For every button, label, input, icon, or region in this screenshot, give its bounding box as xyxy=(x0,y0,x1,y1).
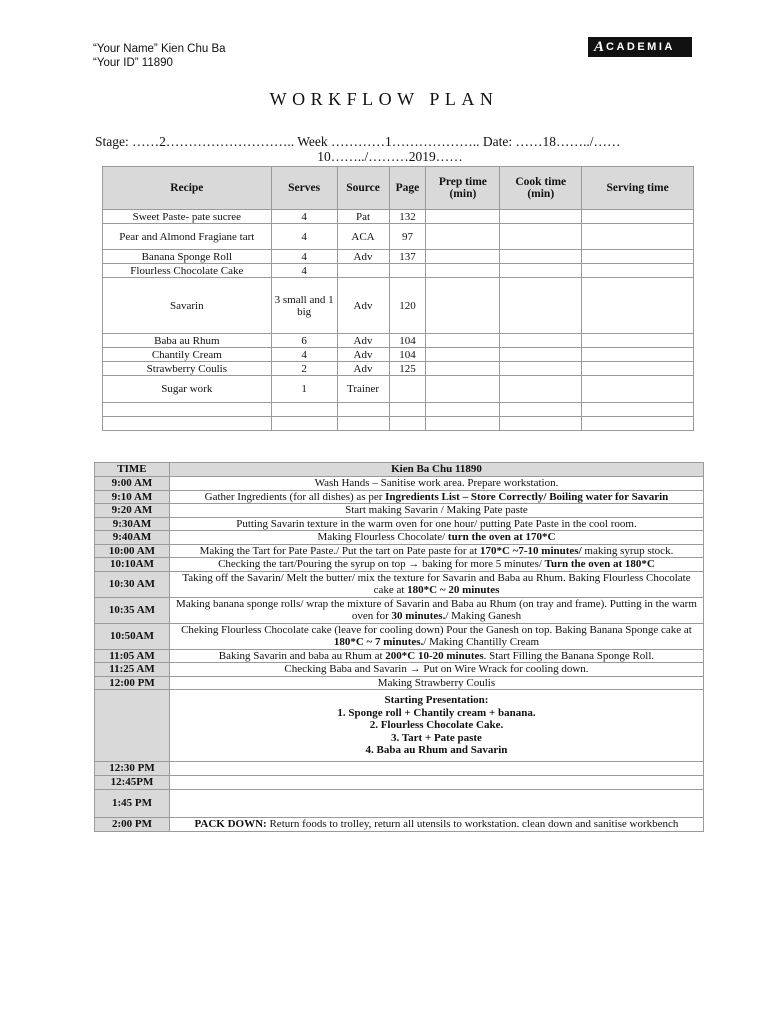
recipe-cell-prep xyxy=(426,376,500,403)
timeline-task xyxy=(169,776,703,790)
recipe-cell-page: 125 xyxy=(389,362,426,376)
recipe-row xyxy=(103,250,694,264)
timeline-header-row xyxy=(95,463,704,477)
recipe-row xyxy=(103,348,694,362)
student-id: “Your ID” 11890 xyxy=(93,57,173,69)
recipe-cell-cook xyxy=(500,250,582,264)
timeline-time: 9:40AM xyxy=(95,531,170,545)
recipe-row xyxy=(103,224,694,250)
recipe-cell-page: 104 xyxy=(389,334,426,348)
header-cook-time: Cook time (min) xyxy=(500,167,582,210)
recipe-cell-page: 137 xyxy=(389,250,426,264)
recipe-cell-cook xyxy=(500,224,582,250)
recipe-cell-source: Adv xyxy=(337,348,389,362)
recipe-cell-serving xyxy=(582,278,694,334)
recipe-cell-recipe: Sweet Paste- pate sucree xyxy=(103,210,272,224)
recipe-cell-serves: 2 xyxy=(271,362,337,376)
recipe-cell-serving xyxy=(582,417,694,431)
timeline-row xyxy=(95,517,704,531)
timeline-row xyxy=(95,597,704,623)
student-name: “Your Name” Kien Chu Ba xyxy=(93,43,226,55)
header-prep-time: Prep time (min) xyxy=(426,167,500,210)
timeline-time: 9:20 AM xyxy=(95,504,170,518)
recipe-row xyxy=(103,264,694,278)
student-info xyxy=(93,42,226,70)
recipe-cell-prep xyxy=(426,210,500,224)
recipe-cell-cook xyxy=(500,417,582,431)
recipe-cell-serving xyxy=(582,403,694,417)
recipe-row xyxy=(103,278,694,334)
recipe-row xyxy=(103,210,694,224)
recipe-cell-serving xyxy=(582,210,694,224)
academia-logo xyxy=(588,37,692,57)
recipe-cell-serves: 4 xyxy=(271,264,337,278)
recipe-cell-serves: 1 xyxy=(271,376,337,403)
recipe-cell-page xyxy=(389,417,426,431)
recipe-cell-recipe xyxy=(103,403,272,417)
timeline-task: Gather Ingredients (for all dishes) as per Ingredients List – Store Correctly/ Boiling water for Savarin xyxy=(169,490,703,504)
recipe-cell-recipe: Strawberry Coulis xyxy=(103,362,272,376)
timeline-task: Making Strawberry Coulis xyxy=(169,676,703,690)
recipe-cell-cook xyxy=(500,376,582,403)
recipe-cell-cook xyxy=(500,362,582,376)
presentation-item: 1. Sponge roll + Chantily cream + banana. xyxy=(337,706,536,719)
recipe-cell-serves xyxy=(271,403,337,417)
recipe-cell-recipe: Banana Sponge Roll xyxy=(103,250,272,264)
timeline-row xyxy=(95,477,704,491)
timeline-row xyxy=(95,676,704,690)
recipe-cell-prep xyxy=(426,348,500,362)
header-source: Source xyxy=(337,167,389,210)
recipe-cell-serving xyxy=(582,250,694,264)
timeline-row xyxy=(95,762,704,776)
recipe-cell-source: Adv xyxy=(337,334,389,348)
recipe-cell-recipe xyxy=(103,417,272,431)
presentation-block xyxy=(169,690,703,762)
recipe-cell-prep xyxy=(426,403,500,417)
recipe-cell-prep xyxy=(426,224,500,250)
recipe-cell-serving xyxy=(582,224,694,250)
recipe-row xyxy=(103,334,694,348)
timeline-time: 1:45 PM xyxy=(95,790,170,818)
recipe-cell-serving xyxy=(582,264,694,278)
timeline-task: Taking off the Savarin/ Melt the butter/ mix the texture for Savarin and Baba au Rhum. Baking Flourless Chocolate cake at 180*C ~ 20 minutes xyxy=(169,571,703,597)
timeline-time: 12:45PM xyxy=(95,776,170,790)
timeline-row xyxy=(95,663,704,677)
header-serves: Serves xyxy=(271,167,337,210)
timeline-row xyxy=(95,490,704,504)
timeline-row xyxy=(95,649,704,663)
recipe-cell-recipe: Pear and Almond Fragiane tart xyxy=(103,224,272,250)
recipe-cell-prep xyxy=(426,250,500,264)
recipe-row xyxy=(103,417,694,431)
timeline-row xyxy=(95,558,704,572)
recipe-header-row xyxy=(103,167,694,210)
recipe-cell-recipe: Sugar work xyxy=(103,376,272,403)
recipe-cell-serving xyxy=(582,362,694,376)
recipe-cell-page xyxy=(389,376,426,403)
recipe-cell-page: 120 xyxy=(389,278,426,334)
recipe-cell-serves: 4 xyxy=(271,348,337,362)
timeline-row xyxy=(95,544,704,558)
timeline-time: 9:10 AM xyxy=(95,490,170,504)
recipe-cell-serves: 4 xyxy=(271,210,337,224)
recipe-cell-serves: 3 small and 1 big xyxy=(271,278,337,334)
timeline-time: 9:30AM xyxy=(95,517,170,531)
recipe-cell-cook xyxy=(500,210,582,224)
recipe-cell-page: 132 xyxy=(389,210,426,224)
timeline-task: Start making Savarin / Making Pate paste xyxy=(169,504,703,518)
timeline-task: Checking the tart/Pouring the syrup on top → baking for more 5 minutes/ Turn the oven at 180*C xyxy=(169,558,703,572)
recipe-cell-source: Adv xyxy=(337,250,389,264)
timeline-task: Putting Savarin texture in the warm oven for one hour/ putting Pate Paste in the cool room. xyxy=(169,517,703,531)
recipe-cell-source: ACA xyxy=(337,224,389,250)
logo-text: CADEMIA xyxy=(606,41,675,53)
presentation-title: Starting Presentation: xyxy=(384,694,489,707)
presentation-item: 2. Flourless Chocolate Cake. xyxy=(369,719,504,732)
pack-down-text: Return foods to trolley, return all utensils to workstation. clean down and sanitise workbench xyxy=(266,818,679,830)
timeline-task xyxy=(169,762,703,776)
recipe-cell-source xyxy=(337,264,389,278)
timeline-time: 12:00 PM xyxy=(95,676,170,690)
recipe-cell-source xyxy=(337,417,389,431)
timeline-time: 9:00 AM xyxy=(95,477,170,491)
recipe-cell-page xyxy=(389,403,426,417)
recipe-cell-serving xyxy=(582,348,694,362)
timeline-row xyxy=(95,504,704,518)
header-student: Kien Ba Chu 11890 xyxy=(169,463,703,477)
recipe-cell-serves: 6 xyxy=(271,334,337,348)
recipe-row xyxy=(103,376,694,403)
recipe-cell-prep xyxy=(426,334,500,348)
timeline-task: Making banana sponge rolls/ wrap the mixture of Savarin and Baba au Rhum (on tray and frame). Putting in the warm oven for 30 minutes./ Making Ganesh xyxy=(169,597,703,623)
recipe-cell-serves: 4 xyxy=(271,250,337,264)
timeline-time: 12:30 PM xyxy=(95,762,170,776)
header-recipe: Recipe xyxy=(103,167,272,210)
recipe-table xyxy=(102,166,694,431)
recipe-cell-prep xyxy=(426,264,500,278)
recipe-cell-serves: 4 xyxy=(271,224,337,250)
recipe-cell-recipe: Chantily Cream xyxy=(103,348,272,362)
timeline-row xyxy=(95,690,704,762)
recipe-cell-recipe: Baba au Rhum xyxy=(103,334,272,348)
presentation-item: 3. Tart + Pate paste xyxy=(391,731,482,744)
logo-letter: A xyxy=(594,38,605,55)
recipe-cell-serving xyxy=(582,376,694,403)
page-title: WORKFLOW PLAN xyxy=(269,89,499,109)
recipe-cell-source xyxy=(337,403,389,417)
recipe-row xyxy=(103,403,694,417)
timeline-time: 2:00 PM xyxy=(95,818,170,832)
pack-down-task xyxy=(169,818,703,832)
recipe-cell-source: Adv xyxy=(337,362,389,376)
timeline-time: 10:00 AM xyxy=(95,544,170,558)
recipe-cell-page: 97 xyxy=(389,224,426,250)
timeline-row xyxy=(95,790,704,818)
recipe-row xyxy=(103,362,694,376)
timeline-time: 10:50AM xyxy=(95,623,170,649)
stage-line-2: 10……../………2019…… xyxy=(317,149,463,164)
timeline-row xyxy=(95,571,704,597)
recipe-cell-serves xyxy=(271,417,337,431)
recipe-cell-source: Trainer xyxy=(337,376,389,403)
timeline-time: 11:25 AM xyxy=(95,663,170,677)
header-page: Page xyxy=(389,167,426,210)
timeline-time: 10:30 AM xyxy=(95,571,170,597)
recipe-cell-cook xyxy=(500,264,582,278)
timeline-time: 10:10AM xyxy=(95,558,170,572)
timeline-time: 10:35 AM xyxy=(95,597,170,623)
header-serving-time: Serving time xyxy=(582,167,694,210)
stage-line-1: Stage: ……2……………………….. Week …………1……………….. Date: ……18……../…… xyxy=(95,134,621,149)
recipe-cell-recipe: Savarin xyxy=(103,278,272,334)
timeline-time xyxy=(95,690,170,762)
timeline-row xyxy=(95,623,704,649)
timeline-table xyxy=(94,462,704,832)
timeline-task: Baking Savarin and baba au Rhum at 200*C 10-20 minutes. Start Filling the Banana Sponge Roll. xyxy=(169,649,703,663)
recipe-cell-cook xyxy=(500,334,582,348)
timeline-task: Cheking Flourless Chocolate cake (leave for cooling down) Pour the Ganesh on top. Baking Banana Sponge cake at 180*C ~ 7 minutes./ Making Chantilly Cream xyxy=(169,623,703,649)
timeline-time: 11:05 AM xyxy=(95,649,170,663)
presentation-item: 4. Baba au Rhum and Savarin xyxy=(365,744,508,757)
timeline-task: Wash Hands – Sanitise work area. Prepare workstation. xyxy=(169,477,703,491)
recipe-cell-source: Adv xyxy=(337,278,389,334)
timeline-task: Making Flourless Chocolate/ turn the oven at 170*C xyxy=(169,531,703,545)
timeline-task xyxy=(169,790,703,818)
header-time: TIME xyxy=(95,463,170,477)
recipe-cell-serving xyxy=(582,334,694,348)
pack-down-label: PACK DOWN: xyxy=(194,818,267,830)
recipe-cell-prep xyxy=(426,278,500,334)
recipe-cell-cook xyxy=(500,403,582,417)
stage-line xyxy=(95,134,705,164)
recipe-cell-page: 104 xyxy=(389,348,426,362)
recipe-cell-recipe: Flourless Chocolate Cake xyxy=(103,264,272,278)
timeline-row xyxy=(95,776,704,790)
recipe-cell-cook xyxy=(500,348,582,362)
recipe-cell-prep xyxy=(426,417,500,431)
recipe-cell-source: Pat xyxy=(337,210,389,224)
timeline-task: Checking Baba and Savarin → Put on Wire Wrack for cooling down. xyxy=(169,663,703,677)
recipe-cell-prep xyxy=(426,362,500,376)
timeline-row xyxy=(95,818,704,832)
timeline-task: Making the Tart for Pate Paste./ Put the tart on Pate paste for at 170*C ~7-10 minutes/ making syrup stock. xyxy=(169,544,703,558)
recipe-cell-page xyxy=(389,264,426,278)
timeline-row xyxy=(95,531,704,545)
recipe-cell-cook xyxy=(500,278,582,334)
